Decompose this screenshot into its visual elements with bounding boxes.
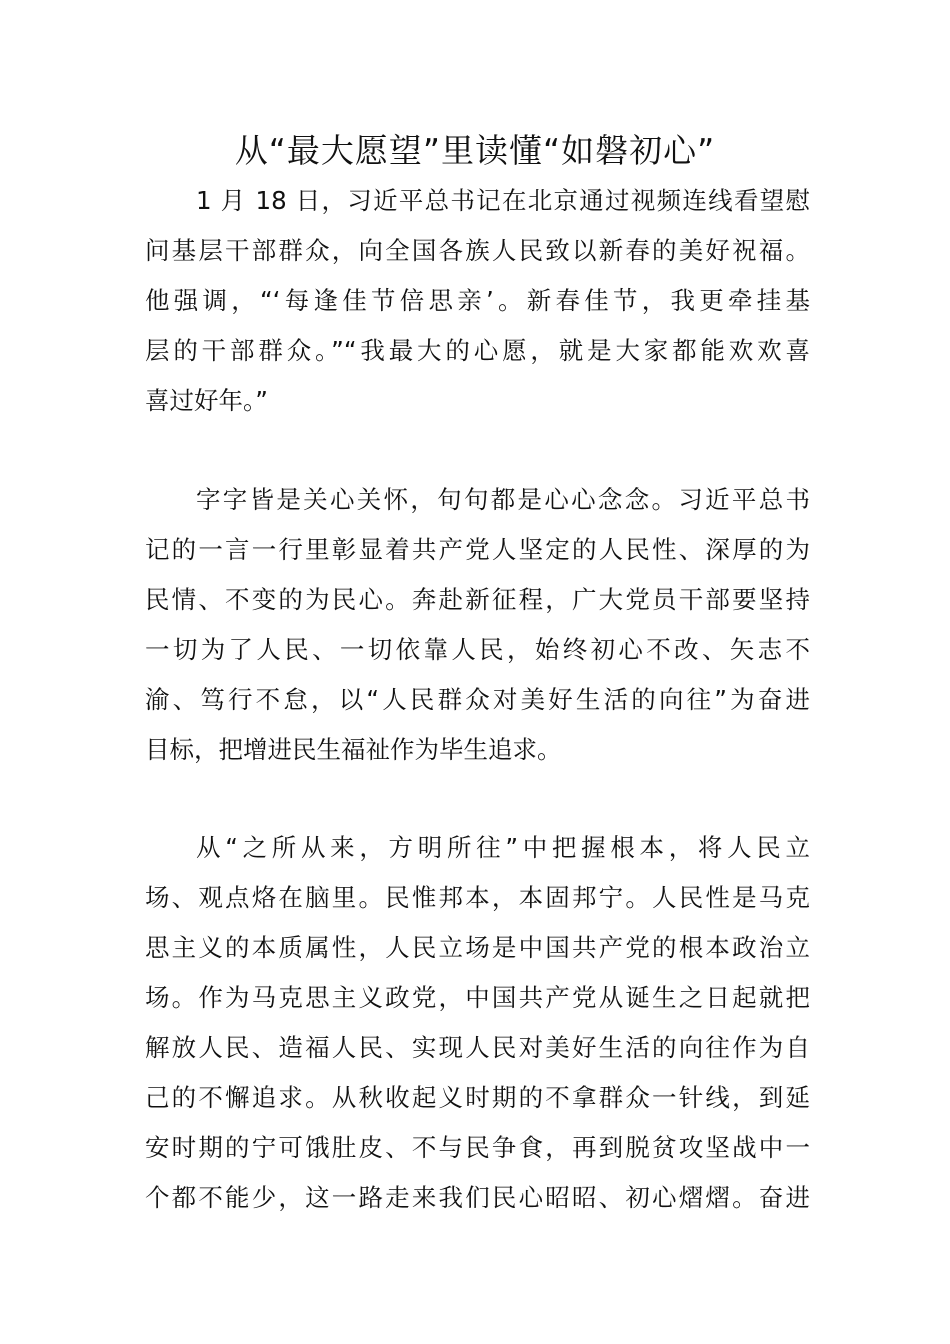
paragraph-2 — [145, 475, 810, 775]
paragraph-line: 场、观点烙在脑里。民惟邦本，本固邦宁。人民性是马克 — [145, 883, 810, 912]
document-title: 从“最大愿望”里读懂“如磐初心” — [234, 131, 716, 170]
paragraph-line: 安时期的宁可饿肚皮、不与民争食，再到脱贫攻坚战中一 — [145, 1133, 810, 1162]
paragraph-line: 解放人民、造福人民、实现人民对美好生活的向往作为自 — [145, 1033, 810, 1062]
paragraph-line: 问基层干部群众，向全国各族人民致以新春的美好祝福。 — [145, 236, 810, 265]
paragraph-line: 场。作为马克思主义政党，中国共产党从诞生之日起就把 — [145, 983, 810, 1012]
paragraph-line: 记的一言一行里彰显着共产党人坚定的人民性、深厚的为 — [145, 535, 810, 564]
paragraph-line: 1 月 18 日，习近平总书记在北京通过视频连线看望慰 — [196, 186, 810, 215]
paragraph-line: 己的不懈追求。从秋收起义时期的不拿群众一针线，到延 — [145, 1083, 810, 1112]
paragraph-line: 个都不能少，这一路走来我们民心昭昭、初心熠熠。奋进 — [145, 1183, 810, 1212]
paragraph-line: 从“之所从来，方明所往”中把握根本，将人民立 — [196, 833, 810, 862]
paragraph-line: 字字皆是关心关怀，句句都是心心念念。习近平总书 — [196, 485, 810, 514]
paragraph-line: 他强调，“‘每逢佳节倍思亲’。新春佳节，我更牵挂基 — [145, 286, 810, 315]
paragraph-line: 渝、笃行不怠，以“人民群众对美好生活的向往”为奋进 — [145, 685, 810, 714]
paragraph-line: 喜过好年。” — [145, 386, 268, 415]
paragraph-line: 一切为了人民、一切依靠人民，始终初心不改、矢志不 — [145, 635, 810, 664]
paragraph-line: 层的干部群众。”“我最大的心愿，就是大家都能欢欢喜 — [145, 336, 810, 365]
paragraph-1 — [145, 176, 810, 426]
paragraph-line: 民情、不变的为民心。奔赴新征程，广大党员干部要坚持 — [145, 585, 810, 614]
paragraph-line: 目标，把增进民生福祉作为毕生追求。 — [145, 735, 562, 764]
paragraph-3 — [145, 823, 810, 1223]
paragraph-line: 思主义的本质属性，人民立场是中国共产党的根本政治立 — [145, 933, 810, 962]
